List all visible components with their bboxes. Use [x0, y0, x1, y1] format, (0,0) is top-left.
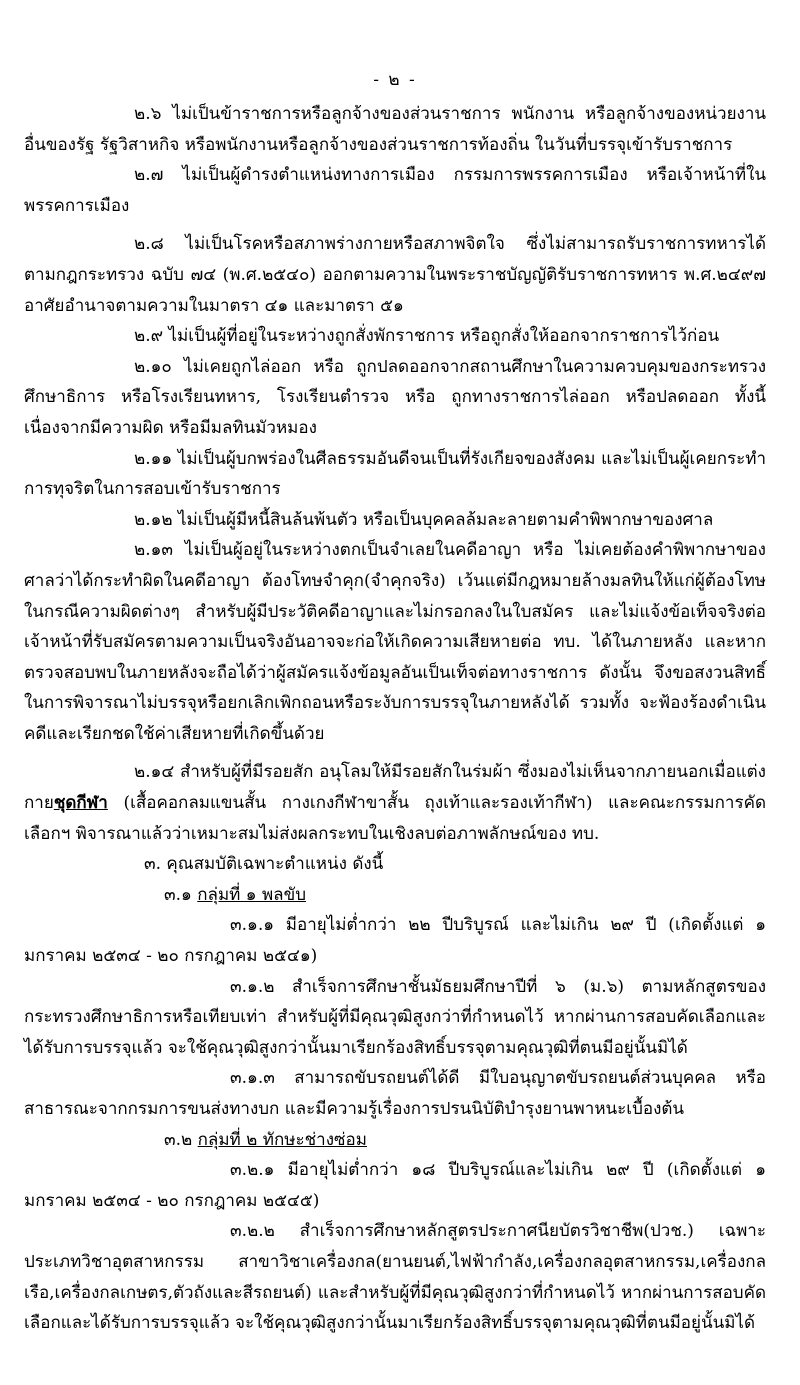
group-1-number: ๓.๑	[164, 884, 192, 905]
group-2-heading	[24, 1125, 766, 1156]
qualification-2-14-text-cont: (เสื้อคอกลมแขนสั้น กางเกงกีฬาขาสั้น ถุงเท้าและรองเท้ากีฬา) และคณะกรรมการคัดเลือกฯ พิจารณาแล้วว่าเหมาะสมไม่ส่งผลกระทบในเชิงลบต่อภาพลักษณ์ของ ทบ.	[24, 793, 766, 844]
section-3-heading: ๓. คุณสมบัติเฉพาะตำแหน่ง ดังนี้	[144, 854, 384, 875]
qualification-2-6: ๒.๖ ไม่เป็นข้าราชการหรือลูกจ้างของส่วนราชการ พนักงาน หรือลูกจ้างของหน่วยงานอื่นของรัฐ รัฐวิสาหกิจ หรือพนักงานหรือลูกจ้างของส่วนราชการท้องถิ่น ในวันที่บรรจุเข้ารับราชการ	[24, 104, 766, 155]
group-1-heading	[24, 880, 766, 911]
qualification-2-10: ๒.๑๐ ไม่เคยถูกไล่ออก หรือ ถูกปลดออกจากสถานศึกษาในความควบคุมของกระทรวงศึกษาธิการ หรือโรงเรียนทหาร, โรงเรียนตำรวจ หรือ ถูกทางราชการไล่ออก หรือปลดออก ทั้งนี้เนื่องจากมีความผิด หรือมีมลทินมัวหมอง	[24, 356, 766, 438]
qualification-2-7: ๒.๗ ไม่เป็นผู้ดำรงตำแหน่งทางการเมือง กรรมการพรรคการเมือง หรือเจ้าหน้าที่ในพรรคการเมือง	[24, 165, 766, 216]
group-2-number: ๓.๒	[164, 1129, 193, 1150]
qualification-3-1-2: ๓.๑.๒ สำเร็จการศึกษาชั้นมัธยมศึกษาปีที่ ๖ (ม.๖) ตามหลักสูตรของกระทรวงศึกษาธิการหรือเทียบเท่า สำหรับผู้ที่มีคุณวุฒิสูงกว่าที่กำหนดไว้ หากผ่านการสอบคัดเลือกและได้รับการบรรจุแล้ว จะใช้คุณวุฒิสูงกว่านั้นมาเรียกร้องสิทธิ์บรรจุตามคุณวุฒิที่ตนมีอยู่นั้นมิได้	[24, 976, 766, 1058]
qualification-2-13: ๒.๑๓ ไม่เป็นผู้อยู่ในระหว่างตกเป็นจำเลยในคดีอาญา หรือ ไม่เคยต้องคำพิพากษาของศาลว่าได้กระทำผิดในคดีอาญา ต้องโทษจำคุก(จำคุกจริง) เว้นแต่มีกฎหมายล้างมลทินให้แก่ผู้ต้องโทษในกรณีความผิดต่างๆ สำหรับผู้มีประวัติคดีอาญาและไม่กรอกลงในใบสมัคร และไม่แจ้งข้อเท็จจริงต่อเจ้าหน้าที่รับสมัครตามความเป็นจริงอันอาจจะก่อให้เกิดความเสียหายต่อ ทบ. ได้ในภายหลัง และหากตรวจสอบพบในภายหลังจะถือได้ว่าผู้สมัครแจ้งข้อมูลอันเป็นเท็จต่อทางราชการ ดังนั้น จึงขอสงวนสิทธิ์ในการพิจารณาไม่บรรจุหรือยกเลิกเพิกถอนหรือระงับการบรรจุในภายหลังได้ รวมทั้ง จะฟ้องร้องดำเนินคดีและเรียกชดใช้ค่าเสียหายที่เกิดขึ้นด้วย	[24, 540, 766, 744]
group-2-title: กลุ่มที่ ๒ ทักษะช่างซ่อม	[197, 1129, 367, 1150]
qualification-2-8: ๒.๘ ไม่เป็นโรคหรือสภาพร่างกายหรือสภาพจิตใจ ซึ่งไม่สามารถรับราชการทหารได้ ตามกฎกระทรวง ฉบับ ๗๔ (พ.ศ.๒๕๔๐) ออกตามความในพระราชบัญญัติรับราชการทหาร พ.ศ.๒๔๙๗ อาศัยอำนาจตามความในมาตรา ๔๑ และมาตรา ๕๑	[24, 234, 766, 316]
qualification-2-11: ๒.๑๑ ไม่เป็นผู้บกพร่องในศีลธรรมอันดีจนเป็นที่รังเกียจของสังคม และไม่เป็นผู้เคยกระทำการทุจริตในการสอบเข้ารับราชการ	[24, 448, 766, 500]
qualification-2-12: ๒.๑๒ ไม่เป็นผู้มีหนี้สินล้นพ้นตัว หรือเป็นบุคคลล้มละลายตามคำพิพากษาของศาล	[134, 509, 714, 530]
qualification-3-2-1: ๓.๒.๑ มีอายุไม่ต่ำกว่า ๑๘ ปีบริบูรณ์และไม่เกิน ๒๙ ปี (เกิดตั้งแต่ ๑ มกราคม ๒๕๓๔ - ๒๐ กรกฎาคม ๒๕๔๕)	[24, 1160, 766, 1211]
qualification-2-14	[24, 757, 766, 849]
qualification-3-2-2: ๓.๒.๒ สำเร็จการศึกษาหลักสูตรประกาศนียบัตรวิชาชีพ(ปวช.) เฉพาะประเภทวิชาอุตสาหกรรม สาขาวิชาเครื่องกล(ยานยนต์,ไฟฟ้ากำลัง,เครื่องกลอุตสาหกรรม,เครื่องกลเรือ,เครื่องกลเกษตร,ตัวถังและสีรถยนต์) และสำหรับผู้ที่มีคุณวุฒิสูงกว่าที่กำหนดไว้ หากผ่านการสอบคัดเลือกและได้รับการบรรจุแล้ว จะใช้คุณวุฒิสูงกว่านั้นมาเรียกร้องสิทธิ์บรรจุตามคุณวุฒิที่ตนมีอยู่นั้นมิได้	[24, 1221, 766, 1334]
qualification-3-1-3: ๓.๑.๓ สามารถขับรถยนต์ได้ดี มีใบอนุญาตขับรถยนต์ส่วนบุคคล หรือ สาธารณะจากกรมการขนส่งทางบก และมีความรู้เรื่องการปรนนิบัติบำรุงยานพาหนะเบื้องต้น	[24, 1068, 766, 1119]
qualification-2-14-text: ๒.๑๔ สำหรับผู้ที่มีรอยสัก อนุโลมให้มีรอยสักในร่มผ้า ซึ่งมองไม่เห็นจากภายนอกเมื่อแต่งกาย	[24, 762, 766, 814]
qualification-3-1-1: ๓.๑.๑ มีอายุไม่ต่ำกว่า ๒๒ ปีบริบูรณ์ และไม่เกิน ๒๙ ปี (เกิดตั้งแต่ ๑ มกราคม ๒๕๓๔ - ๒๐ กรกฎาคม ๒๕๔๑)	[24, 915, 766, 967]
page-number: - ๒ -	[373, 70, 417, 90]
group-1-title: กลุ่มที่ ๑ พลขับ	[197, 884, 306, 905]
sportswear-term: ชุดกีฬา	[53, 793, 108, 814]
qualification-2-9: ๒.๙ ไม่เป็นผู้ที่อยู่ในระหว่างถูกสั่งพักราชการ หรือถูกสั่งให้ออกจากราชการไว้ก่อน	[134, 326, 720, 347]
